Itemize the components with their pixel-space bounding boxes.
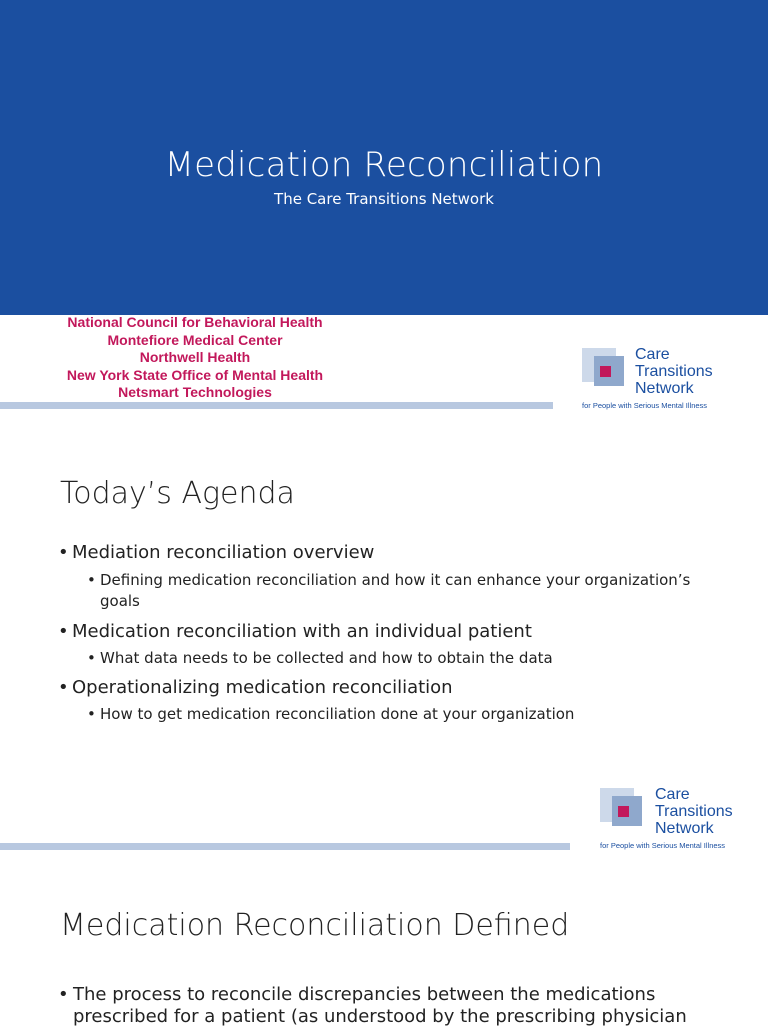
logo-text: Care Transitions Network [655,786,733,837]
partner-name: National Council for Behavioral Health [67,314,323,330]
care-transitions-logo [582,346,732,416]
agenda-bullet: • Mediation reconciliation overview [58,542,375,563]
logo-tagline: for People with Serious Mental Illness [600,841,726,850]
agenda-sub-bullet: • What data needs to be collected and how to obtain the data [87,649,553,667]
logo-mark-icon [600,366,611,377]
agenda-sub-bullet: • Defining medication reconciliation and how it can enhance your organization’s goals [87,571,691,610]
partner-name: Netsmart Technologies [118,384,272,400]
partner-name: Montefiore Medical Center [107,331,283,348]
definition-bullet: • The process to reconcile discrepancies between the medications prescribed for a patient (as understood by the prescribing physician [58,984,687,1027]
agenda-sub-bullet: • How to get medication reconciliation done at your organization [87,705,575,723]
logo-mark-icon [618,806,629,817]
slide1-title: Medication Reconciliation [164,145,604,185]
agenda-bullet: • Medication reconciliation with an individual patient [58,621,532,642]
partner-name: Northwell Health [139,349,251,365]
care-transitions-logo [600,786,750,856]
slide-divider [0,843,570,850]
logo-tagline: for People with Serious Mental Illness [582,401,708,410]
partner-name: New York State Office of Mental Health [66,366,324,383]
agenda-bullet: • Operationalizing medication reconciliation [58,677,453,698]
slide3-heading: Medication Reconciliation Defined [60,908,570,943]
partner-list [40,314,350,402]
slide2-heading: Today’s Agenda [60,476,295,511]
slide-divider [0,402,553,409]
logo-text: Care Transitions Network [635,346,713,397]
slide1-subtitle: The Care Transitions Network [274,190,494,208]
